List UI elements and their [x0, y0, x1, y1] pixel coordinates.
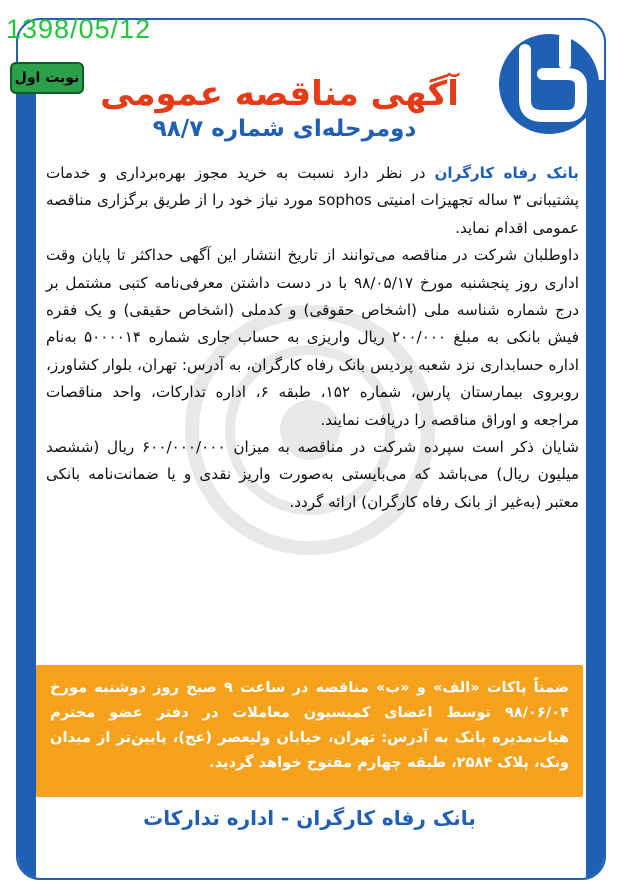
opening-notice: ضمناً پاکات «الف» و «ب» مناقصه در ساعت ۹ صبح روز دوشنبه مورخ ۹۸/۰۶/۰۴ توسط اعضای کمیسیون معاملات در دفتر عضو محترم هیات‌مدیره بانک به آدرس: تهران، خیابان ولیعصر (عج)، پایین‌تر از میدان ونک، پلاک ۲۵۸۴، طبقه چهارم مفتوح خواهد گردید.	[36, 665, 583, 797]
left-border-bar	[18, 80, 36, 880]
paragraph-intro	[46, 160, 579, 242]
footer-signature: بانک رفاه کارگران - اداره تدارکات	[143, 806, 476, 830]
page-title: آگهی مناقصه عمومی	[100, 74, 459, 114]
first-issue-badge: نوبت اول	[10, 62, 84, 94]
paragraph-applicants: داوطلبان شرکت در مناقصه می‌توانند از تاریخ انتشار این آگهی حداکثر تا پایان وقت اداری روز پنجشنبه مورخ ۹۸/۰۵/۱۷ با در دست داشتن معرفی‌نامه کتبی مشتمل بر درج شماره شناسه ملی (اشخاص حقوقی) و کدملی (اشخاص حقیقی) و یک فقره فیش بانکی به مبلغ ۲۰۰/۰۰۰ ریال واریزی به حساب جاری شماره ۵۰۰۰۰۱۴ به‌نام اداره حسابداری نزد شعبه پردیس بانک رفاه کارگران، به آدرس: تهران، بلوار کشاورز، روبروی بیمارستان پارس، شماره ۱۵۲، طبقه ۶، اداره تدارکات، واحد مناقصات مراجعه و اوراق مناقصه را دریافت نمایند.	[46, 246, 579, 429]
date-stamp: 1398/05/12	[6, 14, 152, 44]
tender-body	[46, 160, 579, 516]
paragraph-deposit: شایان ذکر است سپرده شرکت در مناقصه به میزان ۶۰۰/۰۰۰/۰۰۰ ریال (ششصد میلیون ریال) می‌باشد که می‌بایستی به‌صورت واریز نقدی و یا ضمانت‌نامه بانکی معتبر (به‌غیر از بانک رفاه کارگران) ارائه گردد.	[46, 438, 579, 511]
intro-text: در نظر دارد نسبت به خرید مجوز بهره‌برداری و خدمات پشتیبانی ۳ ساله تجهیزات امنیتی sophos مورد نیاز خود را از طریق برگزاری مناقصه عمومی اقدام نماید.	[46, 164, 579, 237]
bank-logo-icon	[497, 20, 601, 142]
right-border-bar	[586, 80, 604, 880]
tender-number: دومرحله‌ای شماره ۹۸/۷	[152, 116, 417, 142]
bank-name-inline: بانک رفاه کارگران	[434, 164, 579, 182]
